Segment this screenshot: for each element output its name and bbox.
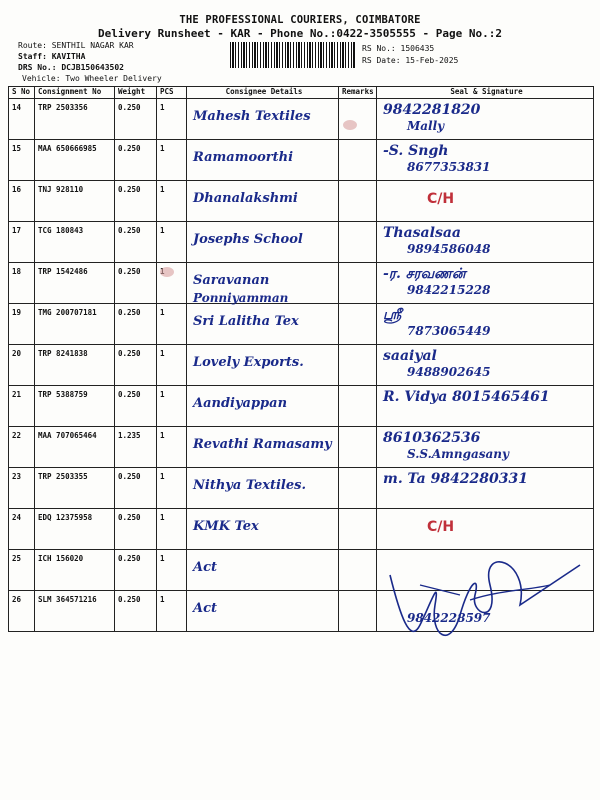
remarks-cell [339,468,377,509]
consignment-cell: TNJ 928110 [35,181,115,222]
consignee-cell [187,181,339,222]
weight-cell: 0.250 [115,181,157,222]
signature-line-1: R. Vidya 8015465461 [383,389,550,405]
remarks-cell [339,99,377,140]
consignee-cell [187,99,339,140]
remarks-cell [339,509,377,550]
signature-line-1: -ர. சரவணன் [383,266,466,282]
signature-line-1: ஸ்ரீ [383,307,402,323]
sno-cell: 18 [9,263,35,304]
remarks-cell [339,304,377,345]
signature-cell [377,263,594,304]
signature-line-2: 9488902645 [407,365,491,379]
sno-cell: 26 [9,591,35,632]
consignment-cell: TRP 8241838 [35,345,115,386]
pcs-cell: 1 [157,345,187,386]
rs-number: RS No.: 1506435 [362,44,435,53]
col-pcs: PCS [157,87,187,99]
consignee-handwriting: Act [193,560,218,575]
signature-line-1: -S. Sngh [383,143,449,159]
sno-cell: 21 [9,386,35,427]
signature-line-2: 9842228597 [407,611,491,625]
pcs-cell: 1 [157,304,187,345]
consignee-cell [187,386,339,427]
weight-cell: 0.250 [115,140,157,181]
weight-cell: 0.250 [115,99,157,140]
signature-line-1: m. Ta 9842280331 [383,471,528,487]
sno-cell: 20 [9,345,35,386]
barcode-image [230,42,356,68]
consignee-handwriting: Dhanalakshmi [193,191,298,206]
consignee-handwriting: Aandiyappan [193,396,288,411]
consignee-handwriting: Mahesh Textiles [193,109,311,124]
consignee-handwriting: Lovely Exports. [193,355,304,370]
consignment-cell: TRP 2503356 [35,99,115,140]
consignee-handwriting: Nithya Textiles. [193,478,306,493]
weight-cell: 0.250 [115,386,157,427]
consignee-cell [187,304,339,345]
remarks-cell [339,263,377,304]
consignment-cell: TRP 1542486 [35,263,115,304]
consignee-handwriting: Act [193,601,218,616]
table-row [9,427,594,468]
consignment-cell: TRP 5388759 [35,386,115,427]
remarks-cell [339,222,377,263]
signature-line-2: 8677353831 [407,160,491,174]
pcs-cell: 1 [157,222,187,263]
consignee-handwriting: KMK Tex [193,519,259,534]
vehicle-label: Vehicle: Two Wheeler Delivery [22,74,162,83]
signature-line-1: 9842281820 [383,102,481,118]
weight-cell: 1.235 [115,427,157,468]
signature-line-2: 9842215228 [407,283,491,297]
remarks-cell [339,345,377,386]
consignee-cell [187,591,339,632]
consignment-cell: TMG 200707181 [35,304,115,345]
signature-line-1: Thasalsaa [383,225,461,241]
sno-cell: 17 [9,222,35,263]
signature-line-1: C/H [427,519,455,535]
sno-cell: 23 [9,468,35,509]
consignee-handwriting: Saravanan [193,273,270,288]
signature-cell [377,386,594,427]
pcs-cell: 1 [157,509,187,550]
weight-cell: 0.250 [115,222,157,263]
col-weight: Weight [115,87,157,99]
consignment-cell: SLM 364571216 [35,591,115,632]
signature-cell [377,99,594,140]
table-row [9,181,594,222]
table-row [9,222,594,263]
weight-cell: 0.250 [115,591,157,632]
sno-cell: 25 [9,550,35,591]
consignee-cell [187,468,339,509]
table-row [9,386,594,427]
remarks-cell [339,140,377,181]
signature-line-2: S.S.Amngasany [407,447,509,461]
sno-cell: 22 [9,427,35,468]
col-sno: S No [9,87,35,99]
signature-line-1: C/H [427,191,455,207]
col-consignment: Consignment No [35,87,115,99]
pcs-cell: 1 [157,591,187,632]
consignment-cell: TRP 2503355 [35,468,115,509]
consignee-cell [187,140,339,181]
col-seal-signature: Seal & Signature [377,87,594,99]
consignee-handwriting-extra: Ponniyamman [193,291,289,305]
consignee-cell [187,550,339,591]
pcs-cell: 1 [157,550,187,591]
table-row [9,263,594,304]
signature-line-2: Mally [407,119,445,133]
consignee-handwriting: Sri Lalitha Tex [193,314,299,329]
signature-line-2: 9894586048 [407,242,491,256]
sno-cell: 15 [9,140,35,181]
signature-cell [377,140,594,181]
signature-cell [377,345,594,386]
runsheet-title: Delivery Runsheet - KAR - Phone No.:0422-3505555 - Page No.:2 [98,27,502,40]
table-row [9,345,594,386]
signature-line-1: 8610362536 [383,430,481,446]
signature-line-2: 7873065449 [407,324,491,338]
pcs-cell: 1 [157,386,187,427]
consignment-cell: ICH 156020 [35,550,115,591]
weight-cell: 0.250 [115,509,157,550]
table-row [9,468,594,509]
col-consignee: Consignee Details [187,87,339,99]
consignment-cell: MAA 707065464 [35,427,115,468]
route-label: Route: SENTHIL NAGAR KAR [18,41,134,50]
consignee-cell [187,509,339,550]
table-row [9,99,594,140]
weight-cell: 0.250 [115,304,157,345]
handwritten-signature-scribble [380,555,600,665]
pcs-cell: 1 [157,468,187,509]
consignee-cell [187,222,339,263]
stain-mark [160,267,174,277]
remarks-cell [339,386,377,427]
pcs-cell: 1 [157,427,187,468]
consignee-cell [187,427,339,468]
sno-cell: 16 [9,181,35,222]
remark-mark [343,120,357,130]
signature-cell [377,509,594,550]
rs-date: RS Date: 15-Feb-2025 [362,56,459,65]
pcs-cell: 1 [157,181,187,222]
consignee-handwriting: Josephs School [193,232,303,247]
consignment-cell: TCG 180843 [35,222,115,263]
table-row [9,140,594,181]
staff-label: Staff: KAVITHA [18,52,86,61]
col-remarks: Remarks [339,87,377,99]
sno-cell: 19 [9,304,35,345]
runsheet-table [8,86,594,632]
table-row [9,509,594,550]
signature-line-1: saaiyal [383,348,437,364]
remarks-cell [339,550,377,591]
sno-cell: 14 [9,99,35,140]
consignment-cell: MAA 650666985 [35,140,115,181]
pcs-cell: 1 [157,140,187,181]
drs-number: DRS No.: DCJB150643502 [18,63,124,72]
consignment-cell: EDQ 12375958 [35,509,115,550]
consignee-cell [187,345,339,386]
consignee-handwriting: Ramamoorthi [193,150,294,165]
weight-cell: 0.250 [115,550,157,591]
company-title: THE PROFESSIONAL COURIERS, COIMBATORE [179,14,421,26]
sno-cell: 24 [9,509,35,550]
signature-cell [377,181,594,222]
signature-cell [377,427,594,468]
consignee-cell [187,263,339,304]
weight-cell: 0.250 [115,263,157,304]
table-header-row [9,87,594,99]
table-row [9,304,594,345]
remarks-cell [339,427,377,468]
weight-cell: 0.250 [115,345,157,386]
remarks-cell [339,181,377,222]
consignee-handwriting: Revathi Ramasamy [193,437,332,452]
pcs-cell: 1 [157,99,187,140]
signature-cell [377,304,594,345]
signature-cell [377,222,594,263]
weight-cell: 0.250 [115,468,157,509]
remarks-cell [339,591,377,632]
signature-cell [377,468,594,509]
